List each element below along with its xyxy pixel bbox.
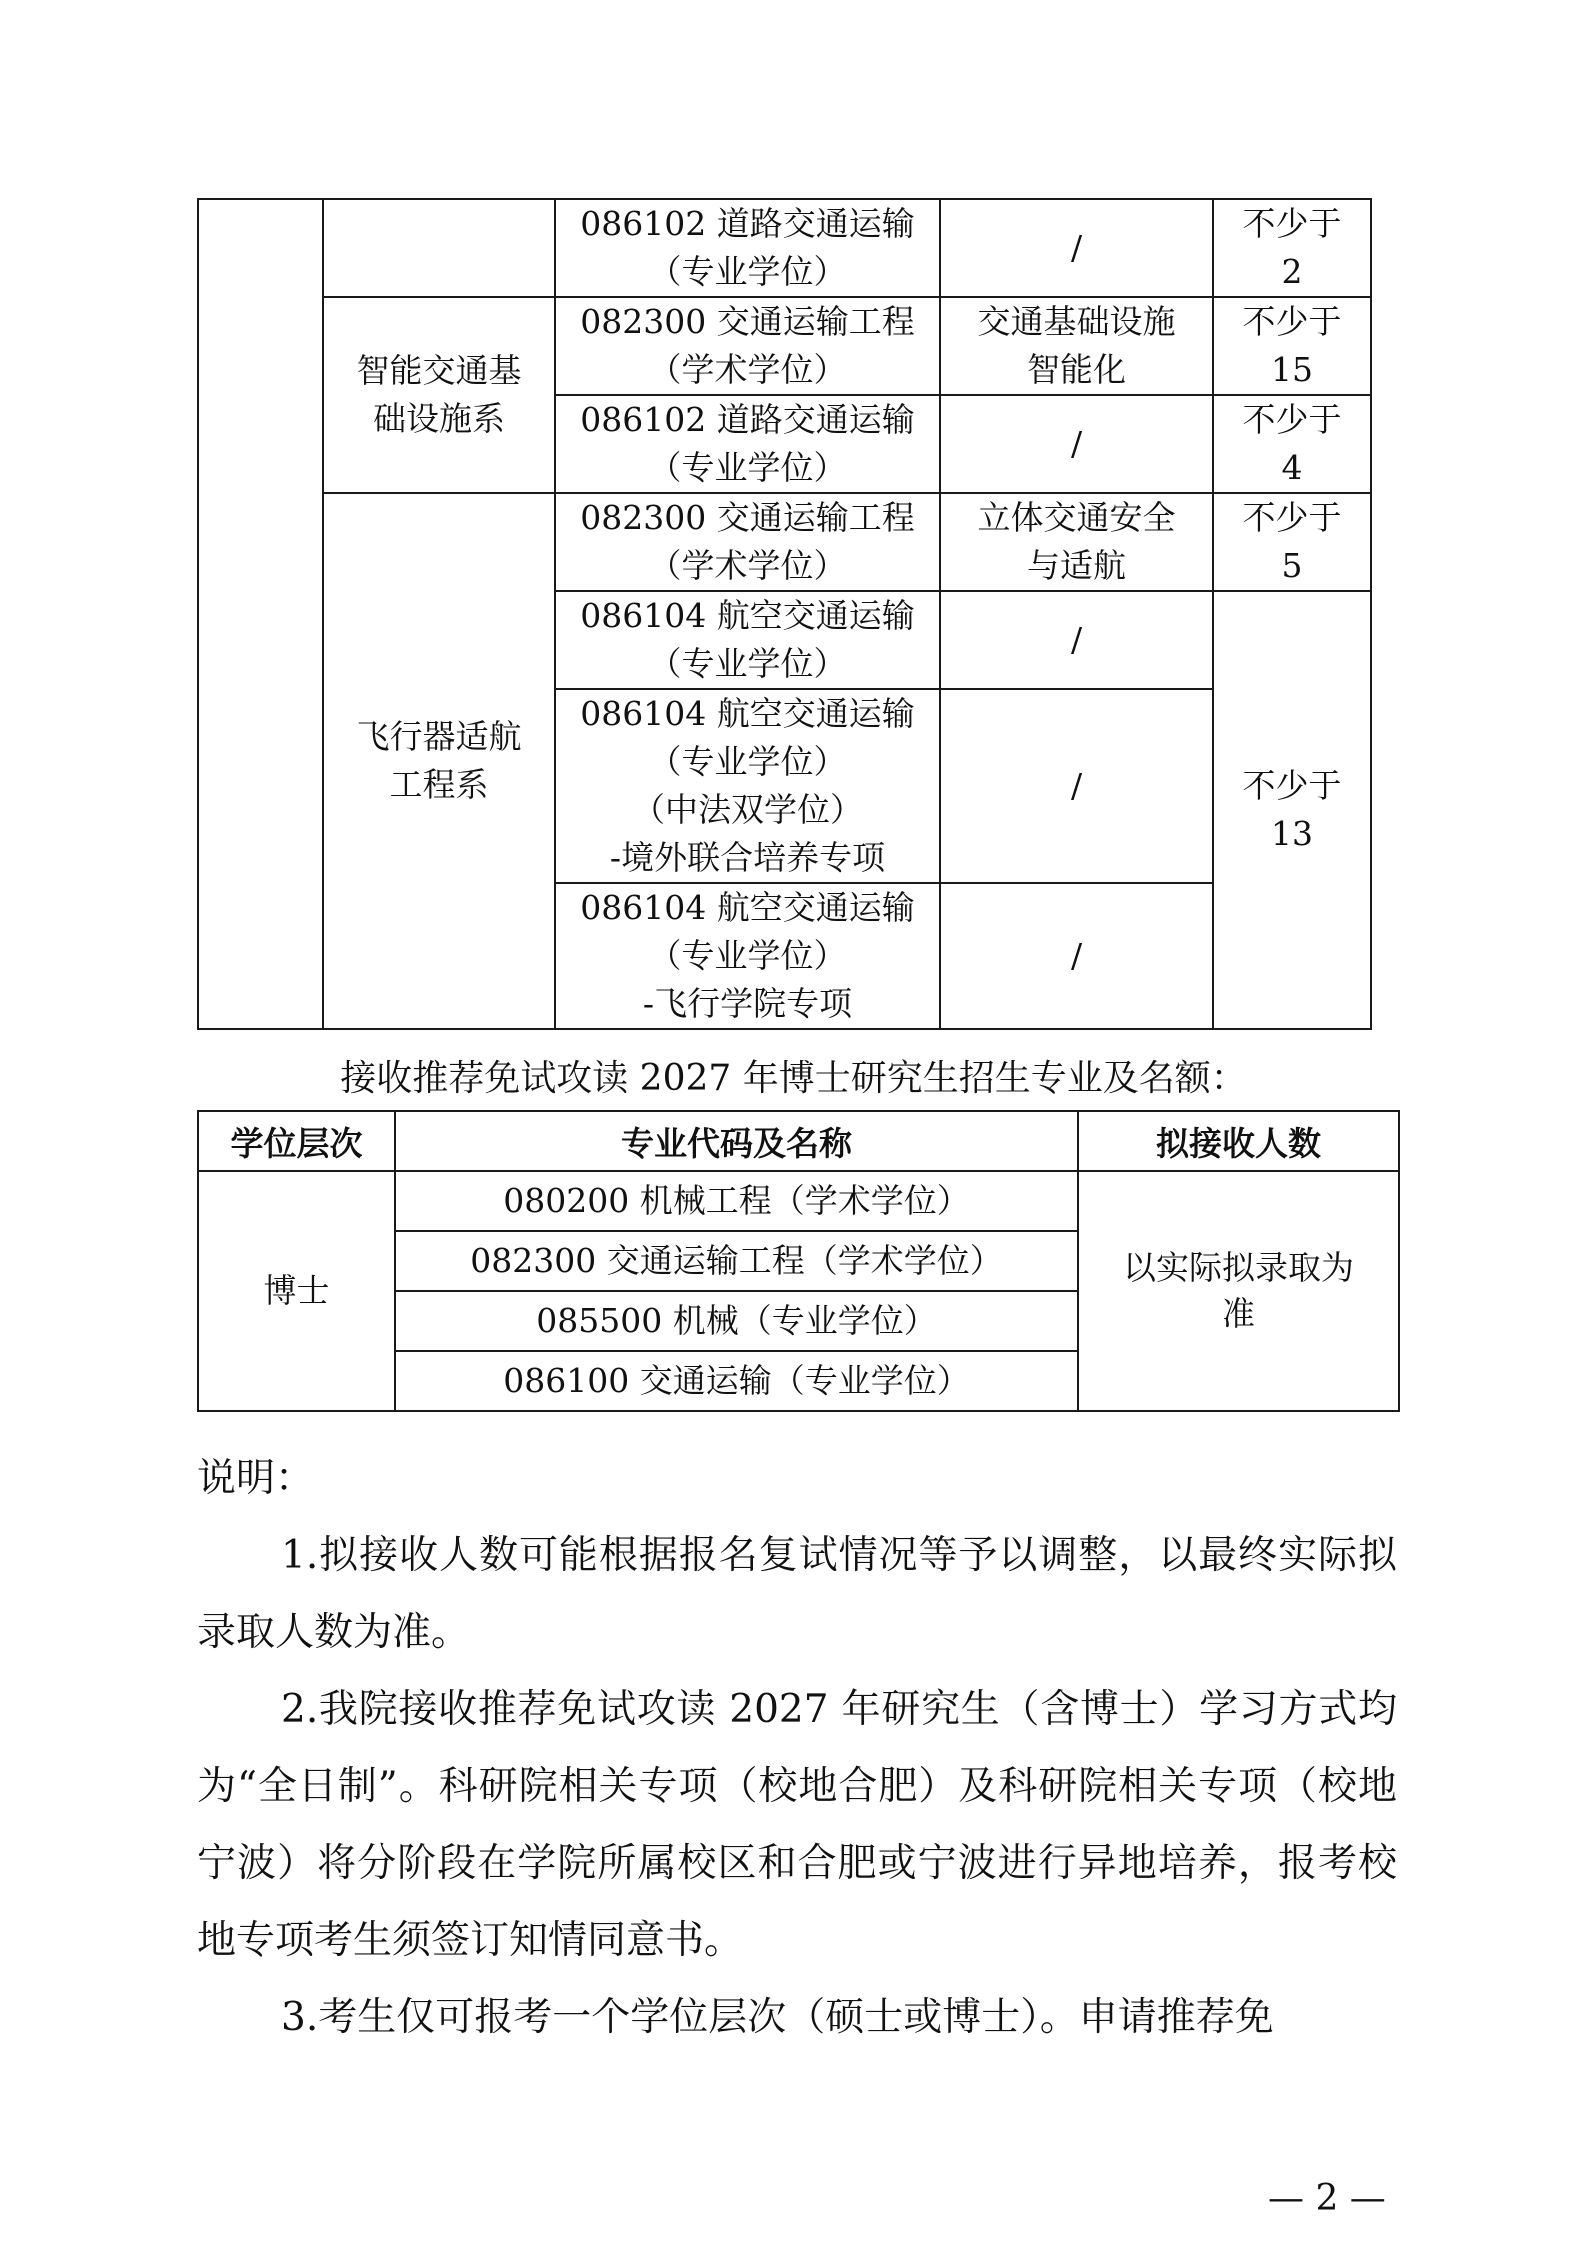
header-level: 学位层次 [198,1111,395,1171]
header-quota: 拟接收人数 [1078,1111,1399,1171]
note-item: 2.我院接收推荐免试攻读 2027 年研究生（含博士）学习方式均为“全日制”。科研院相关专项（校地合肥）及科研院相关专项（校地宁波）将分阶段在学院所属校区和合肥或宁波进行异地培养，报考校地专项考生须签订知情同意书。 [197,1687,1397,1963]
notes-section [197,1440,1397,2056]
quota-cell: 以实际拟录取为 准 [1078,1171,1399,1411]
table-row [198,297,1371,395]
major-cell: 086104 航空交通运输 （专业学位） （中法双学位） -境外联合培养专项 [555,689,940,883]
major-cell: 086100 交通运输（专业学位） [395,1351,1078,1411]
major-cell: 086102 道路交通运输 （专业学位） [555,395,940,493]
note-item: 3.考生仅可报考一个学位层次（硕士或博士）。申请推荐免 [281,1995,1274,2040]
phd-section-title: 接收推荐免试攻读 2027 年博士研究生招生专业及名额： [340,1058,1247,1099]
direction-cell: 交通基础设施 智能化 [940,297,1213,395]
direction-cell: / [940,591,1213,689]
quota-cell: 不少于 15 [1213,297,1371,395]
direction-cell: 立体交通安全 与适航 [940,493,1213,591]
major-cell: 082300 交通运输工程 （学术学位） [555,493,940,591]
table-row [198,1171,1399,1231]
header-major: 专业代码及名称 [395,1111,1078,1171]
major-cell: 086102 道路交通运输 （专业学位） [555,199,940,297]
major-cell: 086104 航空交通运输 （专业学位） -飞行学院专项 [555,883,940,1029]
dept-cell [323,199,555,297]
direction-cell: / [940,199,1213,297]
master-quota-table [197,198,1372,1030]
table-row [198,493,1371,591]
major-cell: 085500 机械（专业学位） [395,1291,1078,1351]
major-cell: 082300 交通运输工程（学术学位） [395,1231,1078,1291]
major-cell: 082300 交通运输工程 （学术学位） [555,297,940,395]
direction-cell: / [940,689,1213,883]
quota-cell: 不少于 5 [1213,493,1371,591]
direction-cell: / [940,883,1213,1029]
table-header-row [198,1111,1399,1171]
page-number: — 2 — [1268,2178,1386,2219]
major-cell: 080200 机械工程（学术学位） [395,1171,1078,1231]
direction-cell: / [940,395,1213,493]
notes-heading: 说明： [197,1456,315,1501]
note-item: 1.拟接收人数可能根据报名复试情况等予以调整，以最终实际拟录取人数为准。 [197,1533,1397,1655]
table-row [198,199,1371,297]
quota-cell: 不少于 13 [1213,591,1371,1029]
quota-cell: 不少于 2 [1213,199,1371,297]
school-cell [198,199,323,1029]
dept-cell: 飞行器适航 工程系 [323,493,555,1029]
phd-quota-table [197,1110,1400,1412]
quota-cell: 不少于 4 [1213,395,1371,493]
dept-cell: 智能交通基 础设施系 [323,297,555,493]
major-cell: 086104 航空交通运输 （专业学位） [555,591,940,689]
level-cell: 博士 [198,1171,395,1411]
